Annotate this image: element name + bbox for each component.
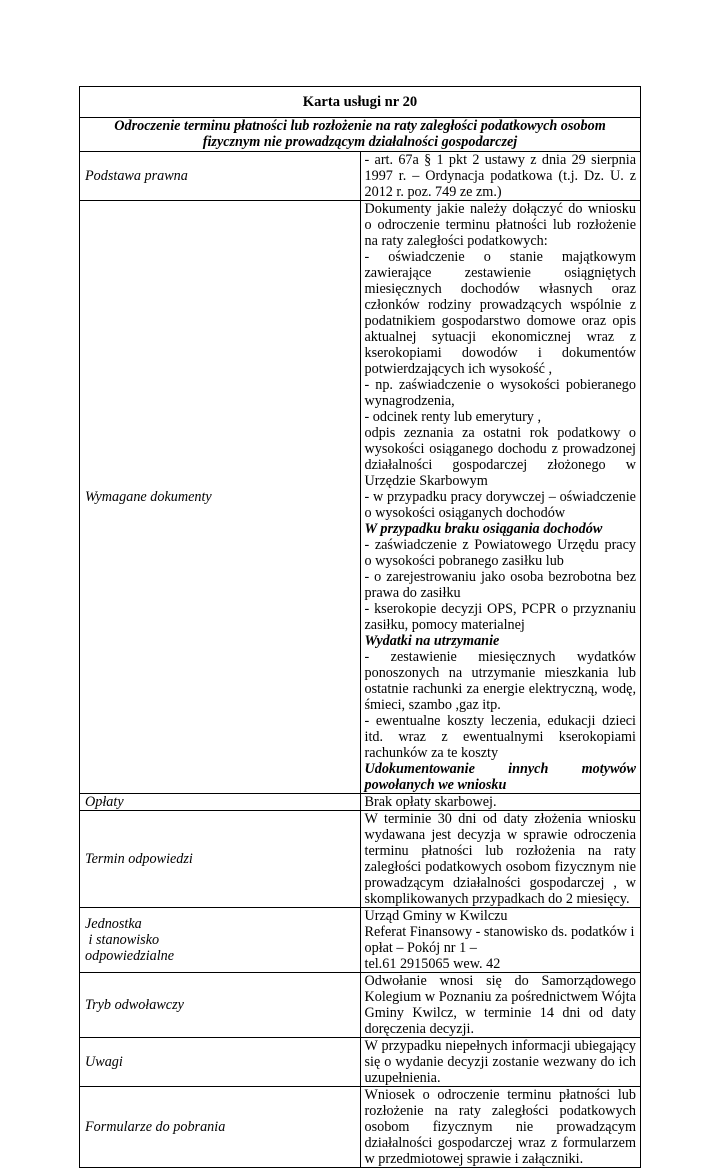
doc-line: odpis zeznania za ostatni rok podatkowy o wysokości osiąganego dochodu z prowadzonej działalności gospodarczej złożonego w Urzędzie Skarbowym	[364, 425, 636, 489]
label-podstawa-prawna: Podstawa prawna	[80, 152, 361, 201]
label-oplaty: Opłaty	[80, 794, 361, 811]
row-tryb-odwolawczy	[80, 973, 641, 1038]
office-phone: tel.61 2915065 wew. 42	[364, 956, 501, 972]
doc-line: - zestawienie miesięcznych wydatków ponoszonych na utrzymanie mieszkania lub ostatnie rachunki za energie elektryczną, wodę, śmieci, szambo ,gaz itp.	[364, 649, 636, 713]
value-oplaty: Brak opłaty skarbowej.	[360, 794, 641, 811]
doc-line: - ewentualne koszty leczenia, edukacji dzieci itd. wraz z ewentualnymi kserokopiami rachunków za te koszty	[364, 713, 636, 761]
doc-line: - o zarejestrowaniu jako osoba bezrobotna bez prawa do zasiłku	[364, 569, 636, 601]
row-podstawa-prawna	[80, 152, 641, 201]
label-jednostka-line: odpowiedzialne	[85, 948, 175, 964]
value-formularze: Wniosek o odroczenie terminu płatności lub rozłożenie na raty zaległości podatkowych osobom fizycznym nie prowadzącym działalności gospodarczej wraz z formularzem w przedmiotowej sprawie i załączniki.	[360, 1087, 641, 1168]
service-card	[79, 86, 641, 1168]
row-wymagane-dokumenty	[80, 201, 641, 794]
label-uwagi: Uwagi	[80, 1038, 361, 1087]
doc-heading-expenses: Wydatki na utrzymanie	[364, 633, 500, 649]
doc-line: - oświadczenie o stanie majątkowym zawierające zestawienie osiągniętych miesięcznych dochodów własnych oraz członków rodziny prowadzących wspólnie z podatnikiem gospodarstwo domowe oraz opis aktualnej sytuacji ekonomicznej wraz z kserokopiami dowodów i dokumentów potwierdzających ich wysokość ,	[364, 249, 636, 377]
doc-line: - np. zaświadczenie o wysokości pobieranego wynagrodzenia,	[364, 377, 636, 409]
value-jednostka	[360, 908, 641, 973]
service-card-table	[79, 86, 641, 1168]
label-wymagane-dokumenty: Wymagane dokumenty	[80, 201, 361, 794]
subtitle-row	[80, 118, 641, 152]
value-tryb-odwolawczy: Odwołanie wnosi się do Samorządowego Kolegium w Poznaniu za pośrednictwem Wójta Gminy Kwilcz, w terminie 14 dni od daty doręczenia decyzji.	[360, 973, 641, 1038]
office-name: Urząd Gminy w Kwilczu	[364, 908, 508, 924]
value-wymagane-dokumenty	[360, 201, 641, 794]
doc-line: - odcinek renty lub emerytury ,	[364, 409, 541, 425]
label-jednostka-line: i stanowisko	[85, 932, 160, 948]
label-tryb-odwolawczy: Tryb odwoławczy	[80, 973, 361, 1038]
row-formularze	[80, 1087, 641, 1168]
value-podstawa-prawna: - art. 67a § 1 pkt 2 ustawy z dnia 29 sierpnia 1997 r. – Ordynacja podatkowa (t.j. Dz. U. z 2012 r. poz. 749 ze zm.)	[360, 152, 641, 201]
row-uwagi	[80, 1038, 641, 1087]
doc-heading-other-motives: Udokumentowanie innych motywów powołanych we wniosku	[364, 761, 636, 793]
label-formularze: Formularze do pobrania	[80, 1087, 361, 1168]
doc-line: - zaświadczenie z Powiatowego Urzędu pracy o wysokości pobranego zasiłku lub	[364, 537, 636, 569]
card-title: Karta usługi nr 20	[80, 87, 641, 118]
label-termin-odpowiedzi: Termin odpowiedzi	[80, 811, 361, 908]
label-jednostka-line: Jednostka	[85, 916, 142, 932]
label-jednostka	[80, 908, 361, 973]
doc-line: - w przypadku pracy dorywczej – oświadczenie o wysokości osiąganych dochodów	[364, 489, 636, 521]
row-jednostka	[80, 908, 641, 973]
value-uwagi: W przypadku niepełnych informacji ubiegający się o wydanie decyzji zostanie wezwany do ich uzupełnienia.	[360, 1038, 641, 1087]
doc-line: - kserokopie decyzji OPS, PCPR o przyznaniu zasiłku, pomocy materialnej	[364, 601, 636, 633]
card-subtitle: Odroczenie terminu płatności lub rozłożenie na raty zaległości podatkowych osobom fizycznym nie prowadzącym działalności gospodarczej	[80, 118, 641, 152]
office-department: Referat Finansowy - stanowisko ds. podatków i opłat – Pokój nr 1 –	[364, 924, 635, 956]
row-termin-odpowiedzi	[80, 811, 641, 908]
value-termin-odpowiedzi: W terminie 30 dni od daty złożenia wniosku wydawana jest decyzja w sprawie odroczenia terminu płatności lub rozłożenia na raty zaległości podatkowych osobom fizycznym nie prowadzącym działalności gospodarczej , w skomplikowanych przypadkach do 2 miesięcy.	[360, 811, 641, 908]
row-oplaty	[80, 794, 641, 811]
title-row	[80, 87, 641, 118]
doc-line: Dokumenty jakie należy dołączyć do wniosku o odroczenie terminu płatności lub rozłożenie na raty zaległości podatkowych:	[364, 201, 636, 249]
doc-heading-no-income: W przypadku braku osiągania dochodów	[364, 521, 603, 537]
